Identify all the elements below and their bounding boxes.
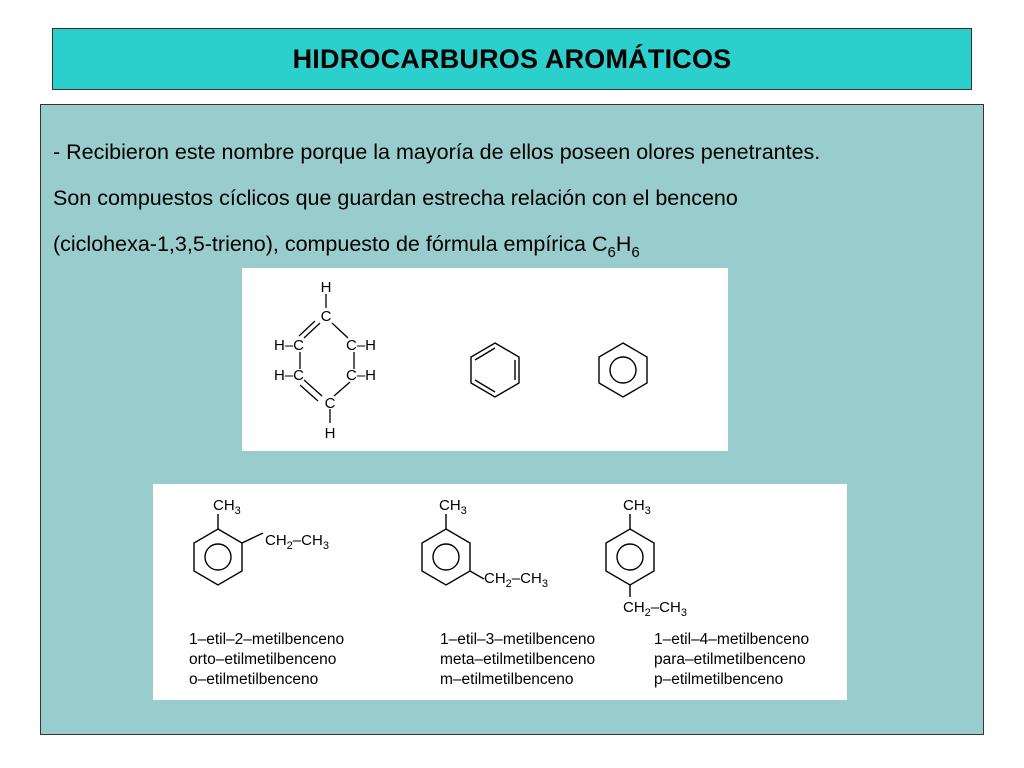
- para-iupac-name: 1–etil–4–metilbenceno: [654, 631, 810, 648]
- content-panel: [40, 104, 984, 735]
- para-isomer-structure: [606, 497, 687, 619]
- meta-ch2ch3-label: $CH_2-CH_3$: [484, 570, 548, 590]
- para-short-name: p–etilmetilbenceno: [654, 671, 784, 688]
- formula-h: H: [615, 232, 632, 256]
- atom-h-bottom: H: [324, 425, 336, 442]
- atom-ch-lower-right: C–H: [346, 367, 377, 384]
- ortho-ch2ch3-label: $CH_2-CH_3$: [265, 532, 329, 552]
- atom-ch-upper-right: C–H: [346, 337, 377, 354]
- meta-names: [440, 630, 595, 690]
- meta-prefix-name: meta–etilmetilbenceno: [440, 651, 596, 668]
- isomers-figure: [153, 484, 847, 700]
- para-prefix-name: para–etilmetilbenceno: [654, 651, 806, 668]
- paragraph-line-3-text: (ciclohexa-1,3,5-trieno), compuesto de fórmula empírica: [53, 232, 592, 256]
- meta-isomer-structure: [422, 497, 548, 590]
- paragraph-line-1: - Recibieron este nombre porque la mayoría de ellos poseen olores penetrantes.: [53, 140, 821, 164]
- meta-ch3-label: $CH_3$: [439, 497, 467, 517]
- ortho-isomer-structure: [194, 497, 329, 585]
- formula-c: C: [591, 232, 608, 256]
- slide-title: HIDROCARBUROS AROMÁTICOS: [292, 43, 732, 74]
- aromatic-hexagon: [599, 343, 647, 397]
- para-ch2ch3-label: $CH_2-CH_3$: [623, 599, 687, 619]
- atom-c-top: C: [320, 308, 332, 325]
- ortho-iupac-name: 1–etil–2–metilbenceno: [189, 631, 345, 648]
- formula-c-sub: 6: [607, 244, 616, 261]
- paragraph-line-2: Son compuestos cíclicos que guardan estrecha relación con el benceno: [53, 186, 738, 210]
- kekule-hexagon: [471, 343, 519, 397]
- paragraph-line-3: [53, 221, 973, 267]
- meta-iupac-name: 1–etil–3–metilbenceno: [440, 631, 596, 648]
- ortho-ch3-label: $CH_3$: [213, 497, 241, 517]
- ortho-prefix-name: orto–etilmetilbenceno: [189, 651, 337, 668]
- benzene-formula: [591, 232, 640, 261]
- ortho-short-name: o–etilmetilbenceno: [189, 671, 319, 688]
- atom-c-bottom: C: [324, 395, 336, 412]
- isomers-structures-svg: [153, 484, 847, 624]
- intro-paragraph: [53, 129, 973, 267]
- para-names: [654, 630, 809, 690]
- atom-hc-upper-left: H–C: [274, 337, 305, 354]
- benzene-structures-svg: [242, 268, 728, 451]
- atom-hc-lower-left: H–C: [274, 367, 305, 384]
- benzene-figure: [242, 268, 728, 451]
- para-ch3-label: $CH_3$: [623, 497, 651, 517]
- atom-h-top: H: [320, 279, 332, 296]
- formula-h-sub: 6: [631, 244, 640, 261]
- ortho-names: [189, 630, 344, 690]
- meta-short-name: m–etilmetilbenceno: [440, 671, 574, 688]
- title-banner: [52, 28, 972, 90]
